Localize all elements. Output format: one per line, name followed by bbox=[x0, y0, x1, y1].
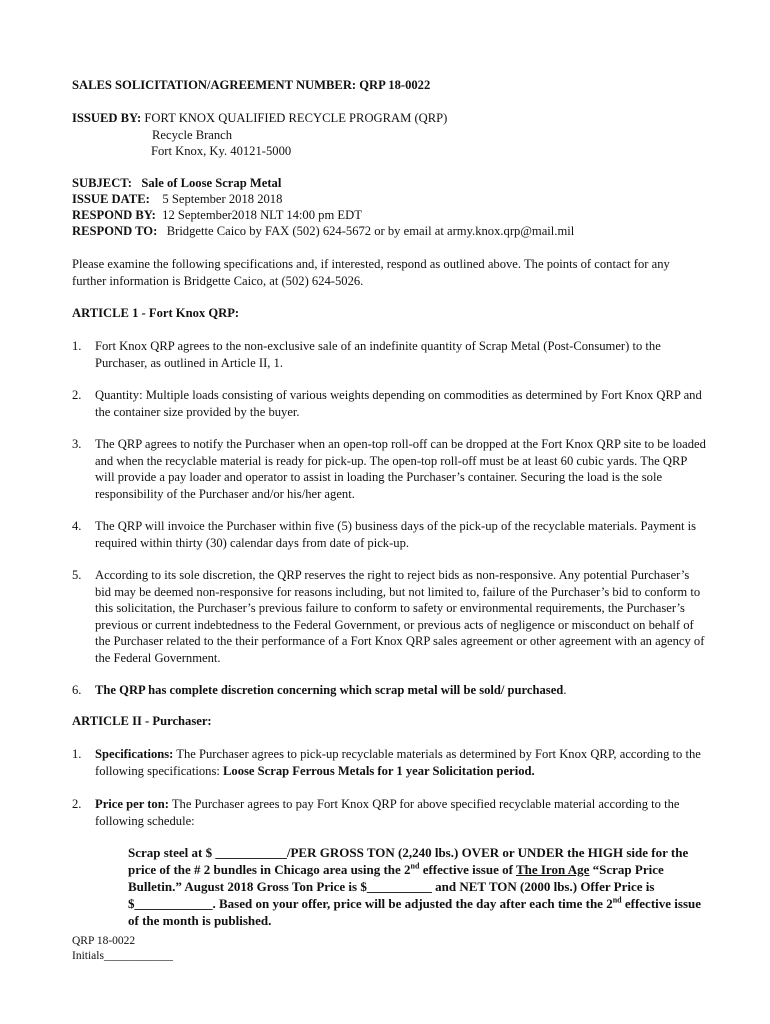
schedule-text-a: Scrap steel at $ ___________/PER GROSS TON (2,240 lbs.) OVER or UNDER the HIGH side for the price of the # 2 bundles in Chicago area using the 2 bbox=[128, 845, 689, 877]
item-number: 4. bbox=[72, 519, 82, 533]
price-label: Price per ton: bbox=[95, 797, 169, 811]
item-text: Fort Knox QRP agrees to the non-exclusive sale of an indefinite quantity of Scrap Metal (Post-Consumer) to the Purchaser, as outlined in Article II, 1. bbox=[95, 339, 661, 370]
subject-label: SUBJECT: bbox=[72, 176, 132, 190]
item-bold-text: The QRP has complete discretion concerning which scrap metal will be sold/ purchased bbox=[95, 683, 564, 697]
item-tail: . bbox=[563, 683, 567, 697]
schedule-sup-1: nd bbox=[410, 861, 420, 871]
article2-heading: ARTICLE II - Purchaser: bbox=[72, 714, 212, 728]
issue-date-label: ISSUE DATE: bbox=[72, 192, 150, 206]
subject-value: Sale of Loose Scrap Metal bbox=[141, 176, 282, 190]
item-text bbox=[95, 796, 707, 829]
schedule-text-d: effective issue of the month is published. bbox=[128, 896, 702, 928]
schedule-sup-2: nd bbox=[612, 895, 622, 905]
issued-by-line3: Fort Knox, Ky. 40121-5000 bbox=[151, 144, 292, 158]
item-number: 1. bbox=[72, 747, 82, 761]
respond-to-line bbox=[72, 223, 712, 240]
item-text bbox=[95, 746, 707, 779]
specifications-bold: Loose Scrap Ferrous Metals for 1 year Solicitation period. bbox=[223, 763, 535, 778]
page-footer bbox=[72, 934, 712, 964]
item-text: The QRP will invoice the Purchaser within five (5) business days of the pick-up of the recyclable materials. Payment is required within thirty (30) calendar days from date of pick-up. bbox=[95, 519, 697, 550]
item-number: 2. bbox=[72, 797, 82, 811]
item-text: Quantity: Multiple loads consisting of various weights depending on commodities as determined by Fort Knox QRP and the container size provided by the buyer. bbox=[95, 388, 702, 419]
item-number: 1. bbox=[72, 339, 82, 353]
issue-date-line bbox=[72, 191, 712, 208]
price-schedule bbox=[128, 844, 708, 929]
respond-to-value: Bridgette Caico by FAX (502) 624-5672 or by email at army.knox.qrp@mail.mil bbox=[166, 224, 575, 238]
issued-by-line2: Recycle Branch bbox=[152, 127, 233, 142]
footer-initials: Initials____________ bbox=[72, 950, 173, 962]
respond-by-line bbox=[72, 207, 712, 224]
item-number: 3. bbox=[72, 437, 82, 451]
article1-heading: ARTICLE 1 - Fort Knox QRP: bbox=[72, 306, 240, 320]
subject-line bbox=[72, 175, 712, 192]
schedule-text-c: “Scrap Price Bulletin.” August 2018 Gross Ton Price is $__________ and NET TON (2000 lbs.) Offer Price is $____________. Based on your offer, price will be adjusted the day after each time the 2 bbox=[128, 862, 664, 911]
respond-by-label: RESPOND BY: bbox=[72, 208, 156, 222]
item-text: According to its sole discretion, the QRP reserves the right to reject bids as non-responsive. Any potential Purchaser’s bid may be deemed non-responsive for reasons including, but not limited to, failure of the Purchaser’s bid to conform to this solicitation, the Purchaser’s previous failure to conform to safety or environmental requirements, the Purchaser’s previous or current indebtedness to the Federal Government, or previous acts of negligence or misconduct on behalf of the Purchaser related to the their performance of a Fort Knox QRP sales agreement or other agreement with an agency of the Federal Government. bbox=[95, 568, 705, 665]
issued-by-label: ISSUED BY: bbox=[72, 111, 142, 125]
issued-by-line1: FORT KNOX QUALIFIED RECYCLE PROGRAM (QRP) bbox=[144, 111, 448, 125]
respond-to-label: RESPOND TO: bbox=[72, 224, 158, 238]
footer-doc-number: QRP 18-0022 bbox=[72, 935, 136, 947]
specifications-label: Specifications: bbox=[95, 747, 174, 761]
item-text bbox=[95, 682, 707, 699]
item-text: The QRP agrees to notify the Purchaser when an open-top roll-off can be dropped at the Fort Knox QRP site to be loaded and when the recyclable material is ready for pick-up. The open-top roll-off must be at least 60 cubic yards. The QRP will provide a pay loader and operator to assist in loading the Purchaser’s container. Securing the load is the sole responsibility of the Purchaser and/or his/her agent. bbox=[95, 437, 706, 501]
schedule-text-b: effective issue of bbox=[419, 862, 516, 877]
iron-age-title: The Iron Age bbox=[515, 862, 590, 877]
respond-by-value: 12 September2018 NLT 14:00 pm EDT bbox=[162, 208, 362, 222]
item-number: 5. bbox=[72, 568, 82, 582]
document-title: SALES SOLICITATION/AGREEMENT NUMBER: QRP 18-0022 bbox=[72, 78, 431, 92]
issue-date-value: 5 September 2018 2018 bbox=[162, 192, 283, 206]
intro-paragraph: Please examine the following specifications and, if interested, respond as outlined above. The points of contact for any further information is Bridgette Caico, at (502) 624-5026. bbox=[72, 257, 670, 288]
item-number: 2. bbox=[72, 388, 82, 402]
specifications-text: The Purchaser agrees to pick-up recyclable materials as determined by Fort Knox QRP, according to the following specifications: bbox=[95, 747, 701, 778]
price-text: The Purchaser agrees to pay Fort Knox QRP for above specified recyclable material according to the following schedule: bbox=[95, 797, 680, 828]
item-number: 6. bbox=[72, 683, 82, 697]
issued-by-block bbox=[72, 110, 712, 160]
